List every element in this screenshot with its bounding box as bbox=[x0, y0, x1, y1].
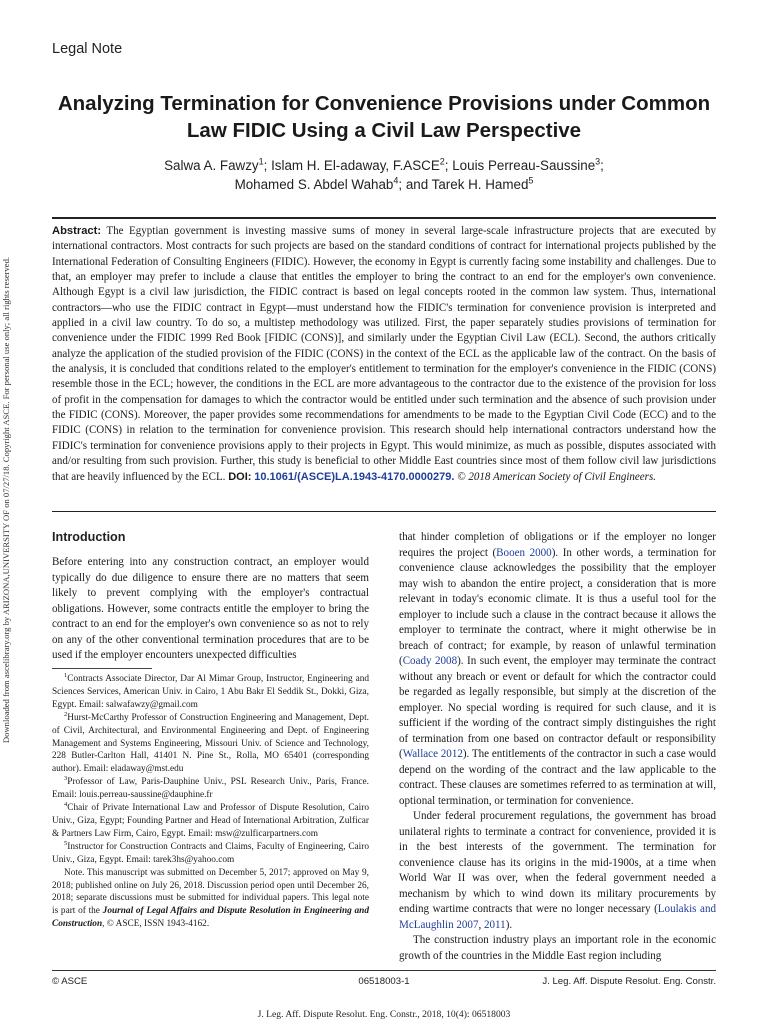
author-name: ; Louis Perreau-Saussine bbox=[444, 158, 596, 173]
footnote-text: Hurst-McCarthy Professor of Construction Engineering and Management, Dept. of Civil, Architectural, and Environmental Engineering and Dept. of Engineering Management and Systems Engineering, Missouri Univ. of Science and Technology, 228 Butler-Carlton Hall, 41401 N. Pine St., Rolla, MO 65401 (corresponding author). Email: eladaway@mst.edu bbox=[52, 712, 369, 775]
doi-label: DOI: bbox=[228, 470, 252, 483]
author-list bbox=[52, 156, 716, 194]
citation-link[interactable]: Loulakis and McLaughlin 2007 bbox=[399, 903, 716, 931]
right-column bbox=[399, 530, 716, 964]
text-run: that hinder completion of obligations or if the employer no longer requires the project ( bbox=[399, 531, 716, 559]
author-name: Salwa A. Fawzy bbox=[164, 158, 259, 173]
abstract-label: Abstract: bbox=[52, 225, 102, 237]
body-paragraph: The construction industry plays an important role in the economic growth of the countries in the Middle East region including bbox=[399, 934, 716, 962]
footnote-mark: 4 bbox=[64, 800, 68, 808]
footnote-1 bbox=[52, 673, 369, 712]
paper-title: Analyzing Termination for Convenience Provisions under Common Law FIDIC Using a Civil Law Perspective bbox=[57, 92, 711, 142]
submission-note bbox=[52, 867, 369, 932]
text-run: ). In other words, a termination for convenience clause acknowledges the possibility that the employer may wish to abandon the entire project, a consideration that is more relevant in today's economic climate. It is thus a useful tool for the employer to include such a clause in the contract because it allows the employer to terminate the contract, where it might otherwise be in breach of contract; for example, by reason of unlawful termination ( bbox=[399, 546, 716, 667]
citation-link[interactable]: Booen 2000 bbox=[496, 546, 552, 559]
note-text: , © ASCE, ISSN 1943-4162. bbox=[102, 919, 210, 930]
citation-link[interactable]: Wallace 2012 bbox=[402, 748, 463, 760]
footnote-3 bbox=[52, 776, 369, 802]
journal-name: Journal of Legal Affairs and Dispute Resolution in Engineering and Construction bbox=[52, 906, 369, 930]
abstract-text: The Egyptian government is investing massive sums of money in several large-scale infrastructure projects that are executed by international contractors. Most contracts for such projects are based on the standard conditions of contract for international projects published by the International Federation of Consulting Engineers (FIDIC). However, the economy in Egypt is currently facing some instability and challenges. Due to that, an employer may prefer to include a clause that entitles the employer to bring the contract to an end for the employer's own convenience. Although Egypt is a civil law jurisdiction, the FIDIC contract is based on legal concepts rooted in the common law system. Thus, international contractors—who use the FIDIC contract in Egypt—must understand how the FIDIC's termination for convenience provision is interpreted and applied in a civil law country. To do so, a multistep methodology was utilized. First, the paper separately studies provisions of termination for convenience under the FIDIC 1999 Red Book [FIDIC (CONS)], and similarly under the Egyptian Civil Law (ECL). Second, the authors critically analyze the application of the studied provision of the FIDIC (CONS) in the context of the ECL as the applicable law of the contract. On the basis of the analysis, it is concluded that conditions related to the employer's entitlement to termination for the employer's convenience in the FIDIC (CONS) resemble those in the ECL; however, the conditions in the ECL are more advantageous to the contractor due to the existence of the provision for loss of profit in the compensation for damages to which the contractor would be entitled under such termination and the absence of such provision under the FIDIC (CONS). Moreover, the paper provides some recommendations for amendments to be made to the Egyptian Civil Code (ECC) and to the FIDIC (CONS) in relation to the termination for convenience provision. This research should help international contractors understand how the FIDIC's termination for convenience provisions apply to their projects in Egypt. This would minimize, as much as possible, disputes associated with and/or resulting from such provision. Further, this study is beneficial to other Middle East countries since most of them follow civil law jurisdictions that are heavily influenced by the ECL. bbox=[52, 225, 716, 483]
footnote-4 bbox=[52, 802, 369, 841]
footnote-text: Professor of Law, Paris-Dauphine Univ., PSL Research Univ., Paris, France. Email: louis.perreau-saussine@dauphine.fr bbox=[52, 777, 369, 801]
footnote-2 bbox=[52, 712, 369, 777]
abstract-bottom-rule bbox=[52, 511, 716, 512]
footer-journal-abbrev: J. Leg. Aff. Dispute Resolut. Eng. Constr. bbox=[542, 976, 716, 987]
page-citation: J. Leg. Aff. Dispute Resolut. Eng. Constr., 2018, 10(4): 06518003 bbox=[257, 1009, 511, 1020]
body-paragraph bbox=[399, 809, 716, 933]
download-notice-text: Downloaded from ascelibrary.org by ARIZONA,UNIVERSITY OF on 07/27/18. Copyright ASCE. For personal use only; all rights reserved. bbox=[1, 256, 11, 744]
footnote-mark: 1 bbox=[64, 671, 68, 679]
abstract-top-rule bbox=[52, 217, 716, 219]
footnote-text: Instructor for Construction Contracts and Claims, Faculty of Engineering, Cairo Univ., Giza, Egypt. Email: tarek3hs@yahoo.com bbox=[52, 841, 369, 865]
download-notice bbox=[0, 200, 12, 800]
affiliation-mark: 4 bbox=[393, 175, 399, 186]
abstract-block bbox=[52, 224, 716, 485]
text-run: ). In such event, the employer may terminate the contract without any breach or event or default for which the contractor could be regarded as legally responsible, but simply at the discretion of the employer. No special wording is required for such clause, and it is sufficient if the wording of the contract simply distinguishes the right of termination from one based on contractor default or responsibility ( bbox=[399, 655, 716, 760]
footnote-rule bbox=[52, 668, 152, 669]
text-run: ). bbox=[505, 918, 513, 931]
body-paragraph bbox=[399, 530, 716, 809]
affiliation-mark: 3 bbox=[595, 156, 601, 167]
footnote-text: Contracts Associate Director, Dar Al Mimar Group, Instructor, Engineering and Sciences Services, American Univ. in Cairo, 1 Abu Bakr El Seddik St., Dokki, Giza, Egypt. Email: salwafawzy@gmail.com bbox=[52, 674, 369, 710]
footnote-mark: 5 bbox=[64, 839, 68, 847]
footnote-5 bbox=[52, 841, 369, 867]
article-type-label: Legal Note bbox=[52, 41, 123, 57]
text-run: Under federal procurement regulations, the government has broad unilateral rights to terminate a contract for convenience, provided it is in the best interests of the government. The termination for convenience clause has its origins in the mid-1900s, at a time when World War II was over, when the federal government needed a mechanism by which to wind down its military procurements by ending wartime contracts that were no longer necessary ( bbox=[399, 810, 716, 915]
affiliation-mark: 1 bbox=[258, 156, 264, 167]
doi-link[interactable]: 10.1061/(ASCE)LA.1943-4170.0000279. bbox=[254, 470, 455, 483]
footnote-text: Chair of Private International Law and Professor of Dispute Resolution, Cairo Univ., Giza, Egypt; Founding Partner and Head of International Arbitration, Zulficar & Partners Law Firm, Cairo, Egypt. Email: msw@zulficarpartners.com bbox=[52, 803, 369, 839]
citation-link[interactable]: Coady 2008 bbox=[402, 655, 458, 667]
text-run: ). The entitlements of the contractor in such a case would depend on the wording of the contract and the law applicable to the contract. These clauses are sometimes referred to as termination at will, optional termination, or termination for convenience. bbox=[399, 748, 717, 807]
author-name: ; Islam H. El-adaway, F.ASCE bbox=[263, 158, 440, 173]
citation-link[interactable]: 2011 bbox=[484, 918, 506, 931]
intro-paragraph: Before entering into any construction contract, an employer would typically do due diligence to ensure there are no matters that seem likely to prevent complying with the employer's contractual obligations. However, some contracts entitle the employer to bring the contract to an end for the employer's own convenience so as not to rely on any of the other conventional termination procedures that are to be used if the employer encounters unexpected difficulties bbox=[52, 556, 369, 661]
affiliation-mark: 5 bbox=[528, 175, 534, 186]
affiliation-mark: 2 bbox=[439, 156, 445, 167]
left-column bbox=[52, 530, 369, 664]
author-name: Mohamed S. Abdel Wahab bbox=[234, 177, 394, 192]
footnotes bbox=[52, 673, 369, 931]
author-line-2 bbox=[52, 175, 716, 194]
footer-page-id: 06518003-1 bbox=[358, 976, 410, 987]
footnote-mark: 2 bbox=[64, 710, 68, 718]
author-line-1 bbox=[52, 156, 716, 175]
footer-rule bbox=[52, 970, 716, 971]
copyright-notice: © 2018 American Society of Civil Engineers. bbox=[457, 470, 657, 483]
footnote-mark: 3 bbox=[64, 775, 68, 783]
note-text: Note. This manuscript was submitted on December 5, 2017; approved on May 9, 2018; published online on July 26, 2018. Discussion period open until December 26, 2018; separate discussions must be submitted for individual papers. This legal note is part of the bbox=[52, 867, 369, 917]
footer-publisher: © ASCE bbox=[52, 976, 88, 987]
author-name: ; and Tarek H. Hamed bbox=[398, 177, 529, 192]
section-heading-introduction: Introduction bbox=[52, 530, 126, 544]
text-run: , bbox=[478, 918, 484, 931]
author-separator: ; bbox=[600, 158, 604, 173]
